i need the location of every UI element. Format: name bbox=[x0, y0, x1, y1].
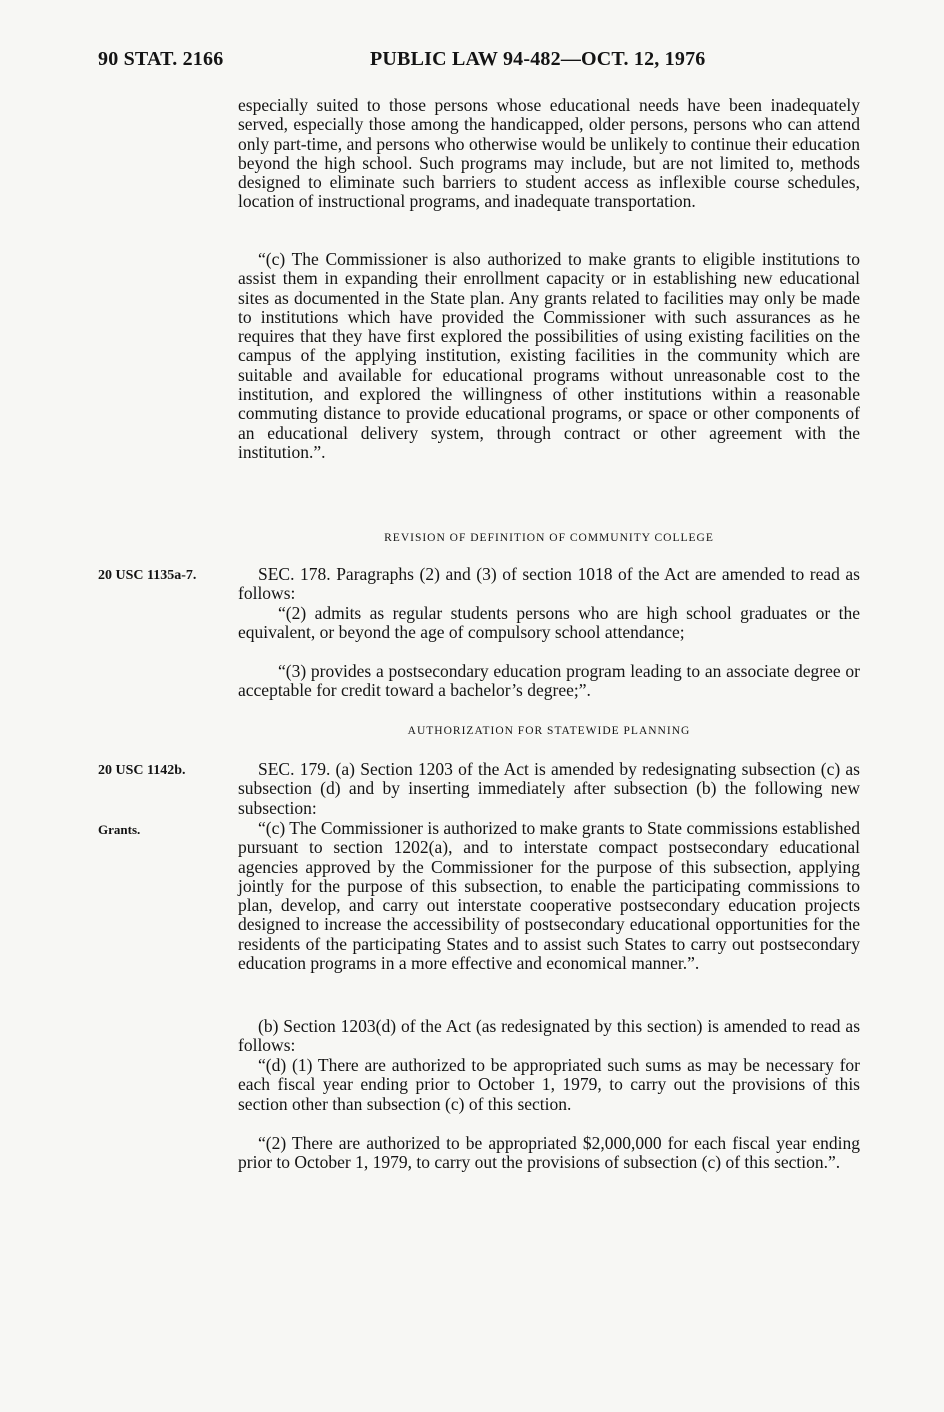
margin-citation-1135a-7: 20 USC 1135a-7. bbox=[98, 568, 197, 583]
law-title: PUBLIC LAW 94-482—OCT. 12, 1976 bbox=[370, 48, 706, 70]
paragraph-continuation: especially suited to those persons whose educational needs have been inadequately served, especially those among the handicapped, older persons, persons who can attend only part-time, and persons who otherwise would be unlikely to continue their education beyond the high school. Such programs may include, but are not limited to, methods designed to eliminate such barriers to student access as inflexible course schedules, location of instructional programs, and inadequate transportation. bbox=[238, 95, 860, 212]
margin-note-grants: Grants. bbox=[98, 822, 141, 837]
stat-page-number: 90 STAT. 2166 bbox=[98, 48, 224, 70]
page-header bbox=[0, 48, 944, 78]
paragraph-item-3: “(3) provides a postsecondary education program leading to an associate degree or acceptable for credit toward a bachelor’s degree;”. bbox=[238, 661, 860, 701]
paragraph-sec-179-b: (b) Section 1203(d) of the Act (as redesignated by this section) is amended to read as follows: bbox=[238, 1016, 860, 1056]
paragraph-item-2: “(2) admits as regular students persons who are high school graduates or the equivalent, or beyond the age of compulsory school attendance; bbox=[238, 603, 860, 643]
section-heading-community-college: REVISION OF DEFINITION OF COMMUNITY COLLEGE bbox=[384, 532, 714, 544]
paragraph-sec-179: SEC. 179. (a) Section 1203 of the Act is amended by redesignating subsection (c) as subsection (d) and by inserting immediately after subsection (b) the following new subsection: bbox=[238, 759, 860, 818]
paragraph-subsection-c: “(c) The Commissioner is also authorized to make grants to eligible institutions to assist them in expanding their enrollment capacity or in establishing new educational sites as documented in the State plan. Any grants related to facilities may only be made to institutions which have provided the Commissioner with such assurances as he requires that they have first explored the possibilities of using existing facilities on the campus of the applying institution, existing facilities in the community which are suitable and available for educational programs without unreasonable cost to the institution, and explored the willingness of other institutions within a reasonable commuting distance to provide educational programs, or space or other components of an educational delivery system, through contract or other agreement with the institution.”. bbox=[238, 249, 860, 462]
margin-citation-1142b: 20 USC 1142b. bbox=[98, 763, 186, 778]
paragraph-sec-178: SEC. 178. Paragraphs (2) and (3) of section 1018 of the Act are amended to read as follows: bbox=[238, 564, 860, 604]
section-heading-statewide-planning: AUTHORIZATION FOR STATEWIDE PLANNING bbox=[407, 725, 691, 737]
paragraph-d-1: “(d) (1) There are authorized to be appropriated such sums as may be necessary for each fiscal year ending prior to October 1, 1979, to carry out the provisions of this section other than subsection (c) of this section. bbox=[238, 1055, 860, 1114]
paragraph-new-subsection-c: “(c) The Commissioner is authorized to make grants to State commissions established pursuant to section 1202(a), and to interstate compact postsecondary educational agencies approved by the Commissioner for the purpose of this subsection, applying jointly for the purpose of this subsection, to enable the participating commissions to plan, develop, and carry out interstate cooperative postsecondary education projects designed to increase the accessibility of postsecondary educational opportunities for the residents of the participating States and to assist such States to carry out postsecondary education programs in a more effective and economical manner.”. bbox=[238, 818, 860, 974]
paragraph-d-2: “(2) There are authorized to be appropriated $2,000,000 for each fiscal year ending prior to October 1, 1979, to carry out the provisions of subsection (c) of this section.”. bbox=[238, 1133, 860, 1173]
